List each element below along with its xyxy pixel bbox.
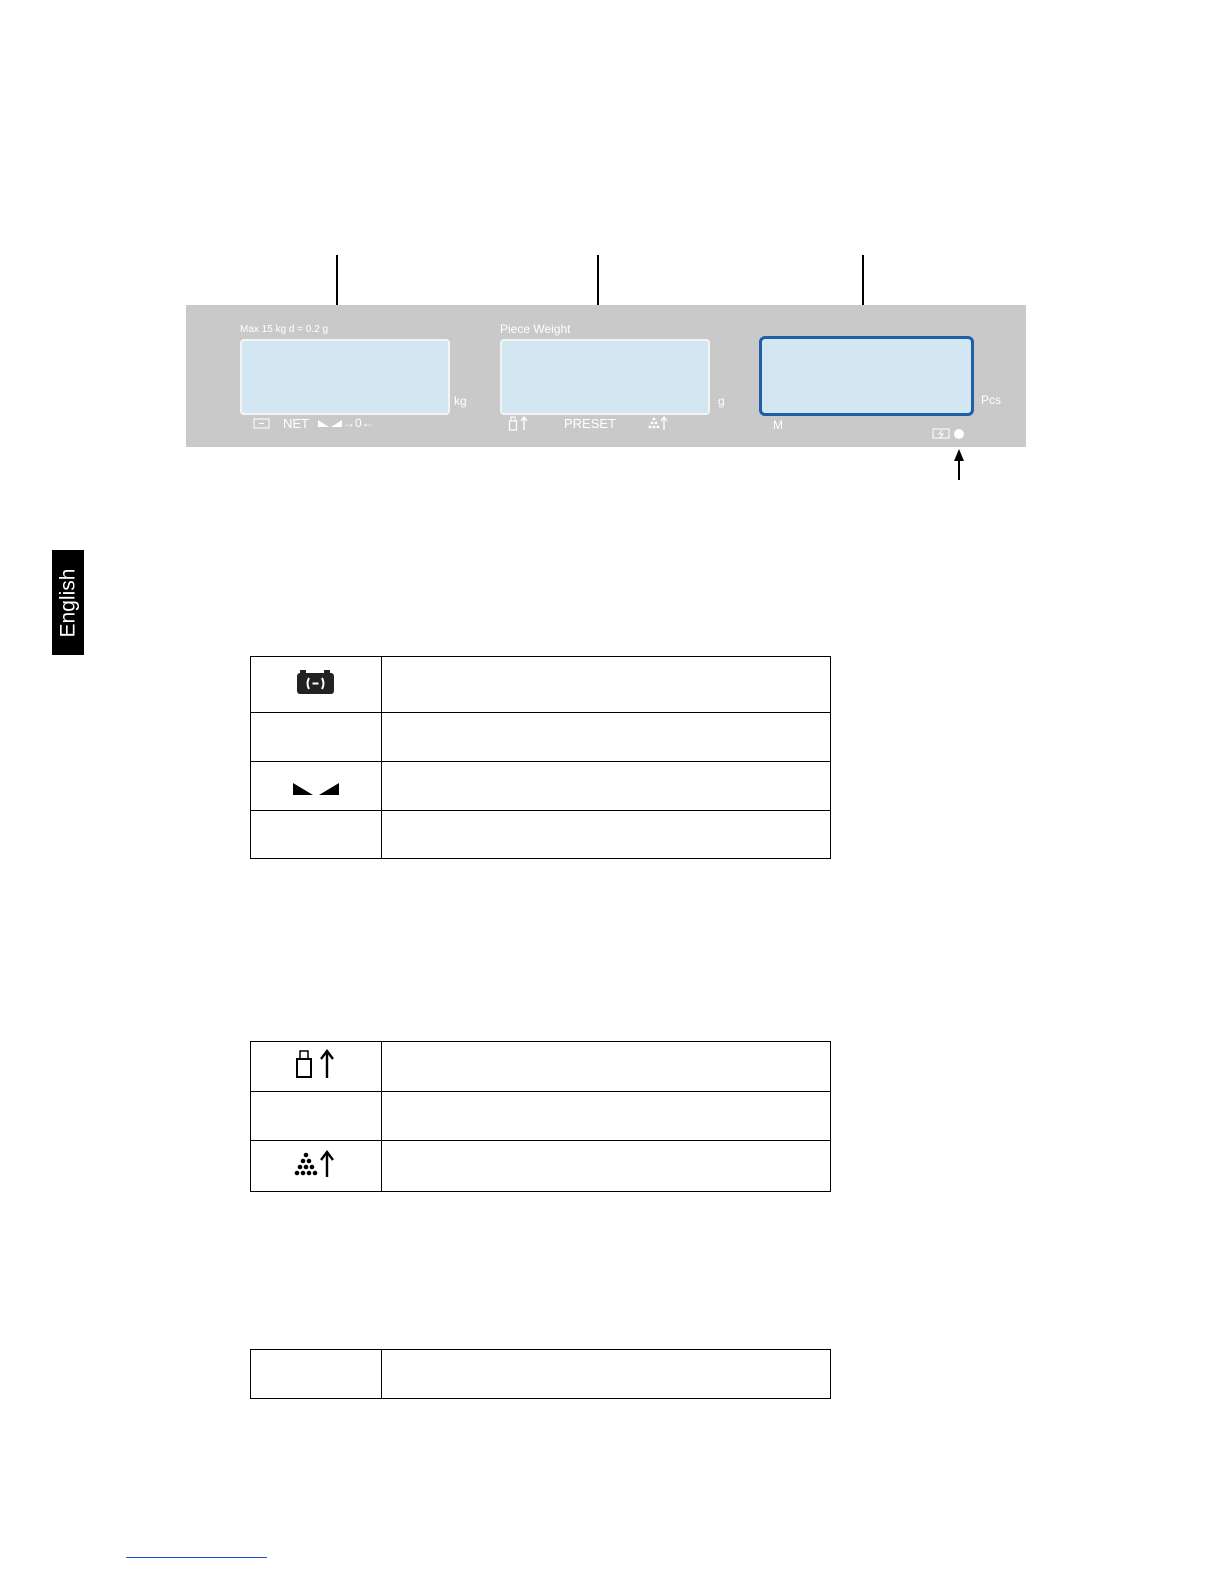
table-row [251,1042,831,1092]
table-desc-cell [382,1092,831,1141]
piece-weight-display [500,339,710,415]
symbol-table-weight-display [250,656,831,859]
table-icon-cell [251,713,382,762]
symbol-table-count-display [250,1349,831,1399]
table-row [251,762,831,811]
net-label: NET [283,416,309,431]
piece-weight-unit: g [718,394,725,408]
count-unit: Pcs [981,393,1002,407]
memory-label: M [773,418,783,432]
battery-low-icon [296,668,336,696]
display-panel [186,305,1026,447]
table-row [251,1092,831,1141]
power-indicator-dot [954,429,964,439]
weight-unit: kg [454,394,467,408]
language-label: English [56,568,80,637]
stability-icon [291,781,341,797]
table-icon-cell [251,1042,382,1092]
table-desc-cell [382,762,831,811]
stability-indicator-icon [317,417,343,429]
table-row [251,657,831,713]
count-display [759,336,974,416]
symbol-table-piece-weight-display [250,1041,831,1192]
power-plug-indicator-icon [932,427,952,440]
weight-up-icon [294,1048,338,1080]
table-row [251,1141,831,1192]
callout-arrow-power [958,460,960,480]
table-row [251,713,831,762]
weight-spec-text: Max 15 kg d = 0.2 g [240,324,329,335]
table-icon-cell [251,811,382,859]
footer-link-underline[interactable] [126,1557,267,1558]
weight-up-indicator-icon [508,415,530,431]
zero-indicator: →0← [343,416,374,430]
table-icon-cell [251,762,382,811]
table-icon-cell [251,1350,382,1399]
table-desc-cell [382,1042,831,1092]
table-desc-cell [382,811,831,859]
preset-label: PRESET [564,416,617,431]
pieces-up-indicator-icon [647,415,669,431]
table-icon-cell [251,1092,382,1141]
pieces-up-icon [294,1149,338,1179]
table-desc-cell [382,1350,831,1399]
language-tab[interactable] [52,550,84,655]
table-desc-cell [382,657,831,713]
table-row [251,811,831,859]
table-icon-cell [251,657,382,713]
table-icon-cell [251,1141,382,1192]
weight-display [240,339,450,415]
table-desc-cell [382,1141,831,1192]
piece-weight-title: Piece Weight [500,322,571,336]
table-desc-cell [382,713,831,762]
battery-indicator-icon [253,417,271,429]
table-row [251,1350,831,1399]
